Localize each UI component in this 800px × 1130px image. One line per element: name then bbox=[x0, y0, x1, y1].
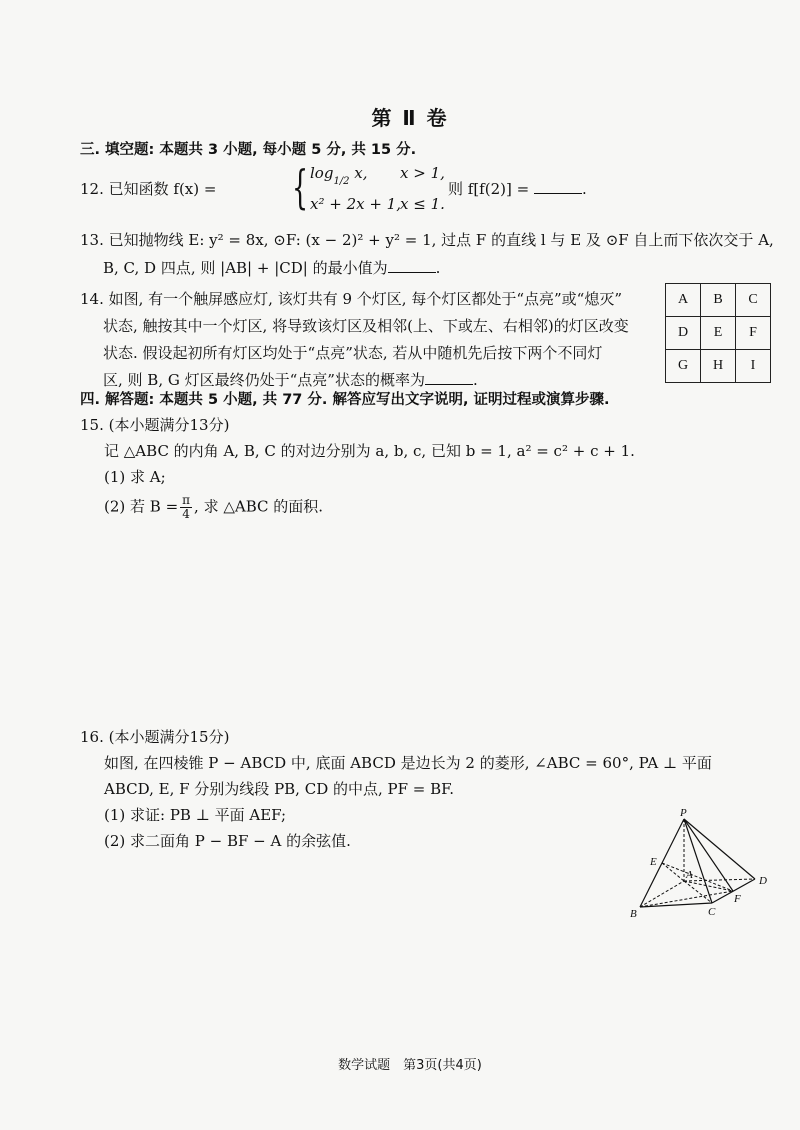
q14-line-1: 14. 如图, 有一个触屏感应灯, 该灯共有 9 个灯区, 每个灯区都处于“点亮”或“熄灭” bbox=[80, 290, 622, 308]
section-3-header: 三. 填空题: 本题共 3 小题, 每小题 5 分, 共 15 分. bbox=[80, 142, 417, 158]
q13-line-1: 13. 已知抛物线 E: y² = 8x, ⊙F: (x − 2)² + y² = 1, 过点 F 的直线 l 与 E 及 ⊙F 自上而下依次交于 A, bbox=[80, 231, 774, 249]
label-A: A bbox=[686, 869, 693, 881]
q14-line-2: 状态, 触按其中一个灯区, 将导致该灯区及相邻(上、下或左、右相邻)的灯区改变 bbox=[103, 317, 629, 335]
edge-EA bbox=[662, 863, 684, 881]
q12-brace: { bbox=[292, 160, 309, 214]
q16-part-1: (1) 求证: PB ⊥ 平面 AEF; bbox=[104, 806, 287, 824]
grid-cell: C bbox=[736, 284, 771, 317]
q16-line-1: 如图, 在四棱锥 P − ABCD 中, 底面 ABCD 是边长为 2 的菱形, ∠ABC = 60°, PA ⊥ 平面 bbox=[104, 754, 712, 772]
q14-line-4: 区, 则 B, G 灯区最终仍处于“点亮”状态的概率为 . bbox=[103, 371, 478, 389]
edge-PD bbox=[684, 819, 755, 879]
edge-AF bbox=[684, 881, 733, 891]
grid-cell: H bbox=[701, 350, 736, 383]
q15-head: 15. (本小题满分13分) bbox=[80, 416, 230, 434]
q16-head: 16. (本小题满分15分) bbox=[80, 728, 230, 746]
grid-cell: B bbox=[701, 284, 736, 317]
q15-part-2: (2) 若 B = $\frac{\pi}{4}$ , 求 △ABC 的面积. bbox=[104, 493, 324, 521]
light-grid bbox=[665, 283, 771, 383]
grid-cell: G bbox=[666, 350, 701, 383]
q12-tail: 则 f[f(2)] = . bbox=[448, 180, 587, 198]
q13-line-2: B, C, D 四点, 则 |AB| + |CD| 的最小值为 . bbox=[103, 259, 441, 277]
page-footer: 数学试题 第3页(共4页) bbox=[338, 1058, 482, 1073]
q16-part-2: (2) 求二面角 P − BF − A 的余弦值. bbox=[104, 832, 351, 850]
q12-case1-expr: $\log_{1/2} x$, bbox=[310, 164, 368, 187]
page-title: 第 Ⅱ 卷 bbox=[371, 106, 449, 130]
grid-cell: A bbox=[666, 284, 701, 317]
label-E: E bbox=[650, 856, 657, 868]
grid-cell: I bbox=[736, 350, 771, 383]
q12-answer-blank[interactable] bbox=[534, 179, 582, 194]
q14-line-3: 状态. 假设起初所有灯区均处于“点亮”状态, 若从中随机先后按下两个不同灯 bbox=[103, 344, 603, 362]
q12-log-base: 1/2 bbox=[333, 176, 350, 187]
q16-line-2: ABCD, E, F 分别为线段 PB, CD 的中点, PF = BF. bbox=[104, 780, 454, 798]
q13-answer-blank[interactable] bbox=[388, 258, 436, 273]
label-P: P bbox=[680, 807, 687, 819]
label-B: B bbox=[630, 908, 637, 920]
edge-EF bbox=[662, 863, 733, 891]
pyramid-figure bbox=[620, 805, 780, 930]
q14-answer-blank[interactable] bbox=[425, 370, 473, 385]
q12-case1-cond: x > 1, bbox=[400, 164, 445, 182]
q12-case2-expr: x² + 2x + 1, bbox=[310, 195, 401, 213]
section-4-header: 四. 解答题: 本题共 5 小题, 共 77 分. 解答应写出文字说明, 证明过程或演算步骤. bbox=[80, 392, 610, 408]
label-F: F bbox=[734, 893, 741, 905]
label-C: C bbox=[708, 906, 716, 918]
grid-cell: F bbox=[736, 317, 771, 350]
grid-cell: E bbox=[701, 317, 736, 350]
edge-AD bbox=[684, 879, 755, 881]
q15-part-1: (1) 求 A; bbox=[104, 468, 166, 486]
q12-case2-cond: x ≤ 1. bbox=[400, 195, 445, 213]
q15-line-1: 记 △ABC 的内角 A, B, C 的对边分别为 a, b, c, 已知 b = 1, a² = c² + c + 1. bbox=[104, 442, 635, 460]
grid-cell: D bbox=[666, 317, 701, 350]
label-D: D bbox=[759, 875, 767, 887]
q15-fraction: $\frac{\pi}{4}$ bbox=[182, 493, 191, 521]
q12-lead: 12. 已知函数 f(x) = bbox=[80, 180, 217, 198]
